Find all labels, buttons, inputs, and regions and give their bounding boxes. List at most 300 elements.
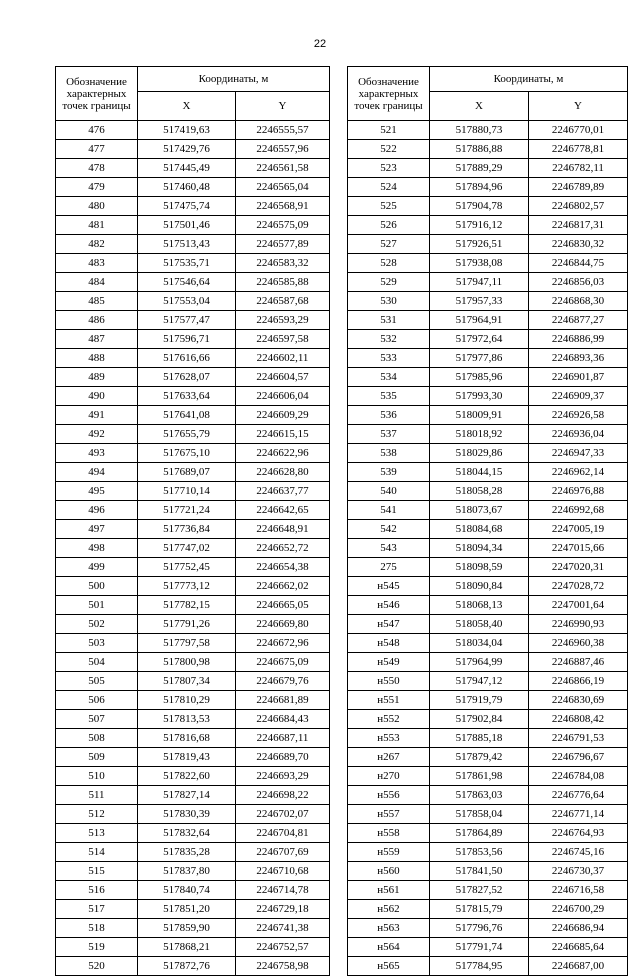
x-coordinate-cell: 518058,28 bbox=[430, 482, 529, 501]
x-coordinate-cell: 518058,40 bbox=[430, 615, 529, 634]
y-coordinate-cell: 2246561,58 bbox=[236, 159, 330, 178]
coordinates-header: Координаты, м bbox=[138, 67, 330, 92]
y-coordinate-cell: 2246730,37 bbox=[529, 862, 628, 881]
table-row bbox=[348, 843, 628, 862]
y-coordinate-cell: 2246741,38 bbox=[236, 919, 330, 938]
point-id-cell: 512 bbox=[56, 805, 138, 824]
table-row bbox=[56, 140, 330, 159]
table-row bbox=[56, 900, 330, 919]
y-coordinate-cell: 2246752,57 bbox=[236, 938, 330, 957]
table-row bbox=[348, 520, 628, 539]
y-coordinate-cell: 2246856,03 bbox=[529, 273, 628, 292]
y-coordinate-cell: 2246844,75 bbox=[529, 254, 628, 273]
y-coordinate-cell: 2246990,93 bbox=[529, 615, 628, 634]
table-row bbox=[348, 653, 628, 672]
point-id-cell: 530 bbox=[348, 292, 430, 311]
x-coordinate-cell: 517641,08 bbox=[138, 406, 236, 425]
x-coordinate-cell: 517964,91 bbox=[430, 311, 529, 330]
table-row bbox=[348, 121, 628, 140]
x-coordinate-cell: 517535,71 bbox=[138, 254, 236, 273]
table-row bbox=[56, 235, 330, 254]
x-header: X bbox=[430, 92, 529, 121]
table-row bbox=[56, 558, 330, 577]
y-coordinate-cell: 2246652,72 bbox=[236, 539, 330, 558]
y-coordinate-cell: 2246877,27 bbox=[529, 311, 628, 330]
point-id-cell: 537 bbox=[348, 425, 430, 444]
table-row bbox=[56, 786, 330, 805]
y-coordinate-cell: 2247001,64 bbox=[529, 596, 628, 615]
point-id-cell: 516 bbox=[56, 881, 138, 900]
y-coordinate-cell: 2246675,09 bbox=[236, 653, 330, 672]
point-id-cell: 502 bbox=[56, 615, 138, 634]
point-id-cell: 541 bbox=[348, 501, 430, 520]
table-row bbox=[56, 387, 330, 406]
point-id-cell: н548 bbox=[348, 634, 430, 653]
x-coordinate-cell: 517721,24 bbox=[138, 501, 236, 520]
x-coordinate-cell: 517863,03 bbox=[430, 786, 529, 805]
table-row bbox=[348, 615, 628, 634]
y-coordinate-cell: 2246609,29 bbox=[236, 406, 330, 425]
point-id-cell: н564 bbox=[348, 938, 430, 957]
y-coordinate-cell: 2246866,19 bbox=[529, 672, 628, 691]
x-coordinate-cell: 518094,34 bbox=[430, 539, 529, 558]
table-row bbox=[348, 710, 628, 729]
point-id-cell: 505 bbox=[56, 672, 138, 691]
y-coordinate-cell: 2246758,98 bbox=[236, 957, 330, 976]
table-row bbox=[56, 349, 330, 368]
table-row bbox=[56, 330, 330, 349]
designation-header: Обозначение характерных точек границы bbox=[348, 67, 430, 121]
point-id-cell: н553 bbox=[348, 729, 430, 748]
x-coordinate-cell: 517710,14 bbox=[138, 482, 236, 501]
table-row bbox=[56, 862, 330, 881]
point-id-cell: 503 bbox=[56, 634, 138, 653]
y-coordinate-cell: 2246575,09 bbox=[236, 216, 330, 235]
designation-header: Обозначение характерных точек границы bbox=[56, 67, 138, 121]
x-coordinate-cell: 517816,68 bbox=[138, 729, 236, 748]
y-coordinate-cell: 2246926,58 bbox=[529, 406, 628, 425]
point-id-cell: 536 bbox=[348, 406, 430, 425]
point-id-cell: 509 bbox=[56, 748, 138, 767]
y-coordinate-cell: 2246555,57 bbox=[236, 121, 330, 140]
point-id-cell: н565 bbox=[348, 957, 430, 976]
x-coordinate-cell: 517886,88 bbox=[430, 140, 529, 159]
y-coordinate-cell: 2246909,37 bbox=[529, 387, 628, 406]
y-coordinate-cell: 2246602,11 bbox=[236, 349, 330, 368]
y-coordinate-cell: 2246771,14 bbox=[529, 805, 628, 824]
point-id-cell: 482 bbox=[56, 235, 138, 254]
x-coordinate-cell: 517596,71 bbox=[138, 330, 236, 349]
table-row bbox=[348, 767, 628, 786]
point-id-cell: н551 bbox=[348, 691, 430, 710]
x-coordinate-cell: 517972,64 bbox=[430, 330, 529, 349]
y-coordinate-cell: 2246893,36 bbox=[529, 349, 628, 368]
table-row bbox=[56, 406, 330, 425]
y-coordinate-cell: 2247015,66 bbox=[529, 539, 628, 558]
y-coordinate-cell: 2246637,77 bbox=[236, 482, 330, 501]
x-coordinate-cell: 517840,74 bbox=[138, 881, 236, 900]
table-row bbox=[56, 957, 330, 976]
y-coordinate-cell: 2246791,53 bbox=[529, 729, 628, 748]
point-id-cell: 485 bbox=[56, 292, 138, 311]
x-coordinate-cell: 517445,49 bbox=[138, 159, 236, 178]
point-id-cell: 496 bbox=[56, 501, 138, 520]
x-coordinate-cell: 517796,76 bbox=[430, 919, 529, 938]
x-coordinate-cell: 517880,73 bbox=[430, 121, 529, 140]
y-coordinate-cell: 2246684,43 bbox=[236, 710, 330, 729]
table-row bbox=[56, 159, 330, 178]
point-id-cell: н562 bbox=[348, 900, 430, 919]
x-coordinate-cell: 518098,59 bbox=[430, 558, 529, 577]
x-coordinate-cell: 517861,98 bbox=[430, 767, 529, 786]
x-coordinate-cell: 517957,33 bbox=[430, 292, 529, 311]
point-id-cell: 275 bbox=[348, 558, 430, 577]
x-coordinate-cell: 517815,79 bbox=[430, 900, 529, 919]
table-row bbox=[56, 634, 330, 653]
table-row bbox=[348, 330, 628, 349]
y-coordinate-cell: 2246707,69 bbox=[236, 843, 330, 862]
x-coordinate-cell: 517985,96 bbox=[430, 368, 529, 387]
x-coordinate-cell: 517859,90 bbox=[138, 919, 236, 938]
y-coordinate-cell: 2246716,58 bbox=[529, 881, 628, 900]
x-coordinate-cell: 517429,76 bbox=[138, 140, 236, 159]
point-id-cell: 483 bbox=[56, 254, 138, 273]
table-row bbox=[56, 672, 330, 691]
point-id-cell: н561 bbox=[348, 881, 430, 900]
y-coordinate-cell: 2246704,81 bbox=[236, 824, 330, 843]
x-coordinate-cell: 517419,63 bbox=[138, 121, 236, 140]
point-id-cell: 529 bbox=[348, 273, 430, 292]
table-row bbox=[348, 881, 628, 900]
x-coordinate-cell: 517993,30 bbox=[430, 387, 529, 406]
y-coordinate-cell: 2246960,38 bbox=[529, 634, 628, 653]
table-row bbox=[56, 729, 330, 748]
table-row bbox=[56, 938, 330, 957]
page-number: 22 bbox=[313, 38, 327, 50]
point-id-cell: 478 bbox=[56, 159, 138, 178]
table-row bbox=[348, 539, 628, 558]
y-coordinate-cell: 2246642,65 bbox=[236, 501, 330, 520]
table-row bbox=[348, 292, 628, 311]
y-coordinate-cell: 2246672,96 bbox=[236, 634, 330, 653]
x-coordinate-cell: 517784,95 bbox=[430, 957, 529, 976]
point-id-cell: 494 bbox=[56, 463, 138, 482]
table-row bbox=[348, 178, 628, 197]
y-coordinate-cell: 2246565,04 bbox=[236, 178, 330, 197]
point-id-cell: 522 bbox=[348, 140, 430, 159]
table-row bbox=[348, 216, 628, 235]
point-id-cell: 489 bbox=[56, 368, 138, 387]
table-row bbox=[348, 672, 628, 691]
x-coordinate-cell: 517782,15 bbox=[138, 596, 236, 615]
point-id-cell: 519 bbox=[56, 938, 138, 957]
x-coordinate-cell: 517773,12 bbox=[138, 577, 236, 596]
coordinates-header: Координаты, м bbox=[430, 67, 628, 92]
y-coordinate-cell: 2246593,29 bbox=[236, 311, 330, 330]
table-row bbox=[348, 634, 628, 653]
point-id-cell: н549 bbox=[348, 653, 430, 672]
x-coordinate-cell: 517938,08 bbox=[430, 254, 529, 273]
point-id-cell: 507 bbox=[56, 710, 138, 729]
point-id-cell: 498 bbox=[56, 539, 138, 558]
table-row bbox=[56, 653, 330, 672]
table-row bbox=[56, 767, 330, 786]
x-coordinate-cell: 517837,80 bbox=[138, 862, 236, 881]
x-coordinate-cell: 518073,67 bbox=[430, 501, 529, 520]
x-coordinate-cell: 517947,12 bbox=[430, 672, 529, 691]
point-id-cell: 526 bbox=[348, 216, 430, 235]
y-coordinate-cell: 2246587,68 bbox=[236, 292, 330, 311]
point-id-cell: 538 bbox=[348, 444, 430, 463]
right-table-body bbox=[348, 121, 628, 976]
table-row bbox=[348, 235, 628, 254]
table-row bbox=[56, 539, 330, 558]
y-coordinate-cell: 2246868,30 bbox=[529, 292, 628, 311]
table-row bbox=[56, 216, 330, 235]
y-coordinate-cell: 2246776,64 bbox=[529, 786, 628, 805]
y-coordinate-cell: 2246817,31 bbox=[529, 216, 628, 235]
table-row bbox=[56, 254, 330, 273]
point-id-cell: 525 bbox=[348, 197, 430, 216]
x-coordinate-cell: 517655,79 bbox=[138, 425, 236, 444]
table-row bbox=[56, 596, 330, 615]
x-coordinate-cell: 517879,42 bbox=[430, 748, 529, 767]
y-coordinate-cell: 2246710,68 bbox=[236, 862, 330, 881]
table-row bbox=[56, 710, 330, 729]
point-id-cell: н547 bbox=[348, 615, 430, 634]
point-id-cell: 495 bbox=[56, 482, 138, 501]
y-coordinate-cell: 2247020,31 bbox=[529, 558, 628, 577]
x-coordinate-cell: 518044,15 bbox=[430, 463, 529, 482]
table-row bbox=[348, 444, 628, 463]
table-row bbox=[348, 596, 628, 615]
x-coordinate-cell: 517800,98 bbox=[138, 653, 236, 672]
table-row bbox=[348, 159, 628, 178]
x-coordinate-cell: 517747,02 bbox=[138, 539, 236, 558]
table-row bbox=[56, 691, 330, 710]
y-coordinate-cell: 2246583,32 bbox=[236, 254, 330, 273]
x-coordinate-cell: 517797,58 bbox=[138, 634, 236, 653]
table-row bbox=[348, 729, 628, 748]
table-row bbox=[348, 919, 628, 938]
table-row bbox=[56, 197, 330, 216]
point-id-cell: 539 bbox=[348, 463, 430, 482]
x-coordinate-cell: 517675,10 bbox=[138, 444, 236, 463]
point-id-cell: 490 bbox=[56, 387, 138, 406]
x-coordinate-cell: 517475,74 bbox=[138, 197, 236, 216]
x-header: X bbox=[138, 92, 236, 121]
table-row bbox=[56, 919, 330, 938]
table-row bbox=[56, 121, 330, 140]
y-coordinate-cell: 2246615,15 bbox=[236, 425, 330, 444]
coordinates-table-right bbox=[347, 66, 628, 976]
point-id-cell: 510 bbox=[56, 767, 138, 786]
point-id-cell: 484 bbox=[56, 273, 138, 292]
x-coordinate-cell: 518018,92 bbox=[430, 425, 529, 444]
point-id-cell: 542 bbox=[348, 520, 430, 539]
point-id-cell: 499 bbox=[56, 558, 138, 577]
point-id-cell: 520 bbox=[56, 957, 138, 976]
x-coordinate-cell: 517889,29 bbox=[430, 159, 529, 178]
table-row bbox=[56, 520, 330, 539]
y-coordinate-cell: 2246628,80 bbox=[236, 463, 330, 482]
point-id-cell: 493 bbox=[56, 444, 138, 463]
point-id-cell: н558 bbox=[348, 824, 430, 843]
x-coordinate-cell: 517752,45 bbox=[138, 558, 236, 577]
point-id-cell: н550 bbox=[348, 672, 430, 691]
y-coordinate-cell: 2246654,38 bbox=[236, 558, 330, 577]
x-coordinate-cell: 517977,86 bbox=[430, 349, 529, 368]
point-id-cell: 511 bbox=[56, 786, 138, 805]
x-coordinate-cell: 517830,39 bbox=[138, 805, 236, 824]
table-row bbox=[56, 881, 330, 900]
table-row bbox=[56, 805, 330, 824]
x-coordinate-cell: 517501,46 bbox=[138, 216, 236, 235]
table-row bbox=[56, 311, 330, 330]
table-row bbox=[348, 900, 628, 919]
y-coordinate-cell: 2246830,32 bbox=[529, 235, 628, 254]
x-coordinate-cell: 518068,13 bbox=[430, 596, 529, 615]
x-coordinate-cell: 517841,50 bbox=[430, 862, 529, 881]
point-id-cell: н560 bbox=[348, 862, 430, 881]
point-id-cell: 518 bbox=[56, 919, 138, 938]
x-coordinate-cell: 517885,18 bbox=[430, 729, 529, 748]
x-coordinate-cell: 518029,86 bbox=[430, 444, 529, 463]
y-coordinate-cell: 2246784,08 bbox=[529, 767, 628, 786]
x-coordinate-cell: 517628,07 bbox=[138, 368, 236, 387]
y-coordinate-cell: 2246782,11 bbox=[529, 159, 628, 178]
x-coordinate-cell: 517904,78 bbox=[430, 197, 529, 216]
point-id-cell: 527 bbox=[348, 235, 430, 254]
y-coordinate-cell: 2246597,58 bbox=[236, 330, 330, 349]
point-id-cell: 535 bbox=[348, 387, 430, 406]
x-coordinate-cell: 517553,04 bbox=[138, 292, 236, 311]
x-coordinate-cell: 517868,21 bbox=[138, 938, 236, 957]
x-coordinate-cell: 517810,29 bbox=[138, 691, 236, 710]
table-row bbox=[348, 197, 628, 216]
x-coordinate-cell: 518090,84 bbox=[430, 577, 529, 596]
y-coordinate-cell: 2246830,69 bbox=[529, 691, 628, 710]
x-coordinate-cell: 517791,74 bbox=[430, 938, 529, 957]
point-id-cell: 531 bbox=[348, 311, 430, 330]
point-id-cell: 517 bbox=[56, 900, 138, 919]
table-row bbox=[56, 292, 330, 311]
point-id-cell: н267 bbox=[348, 748, 430, 767]
y-header: Y bbox=[236, 92, 330, 121]
point-id-cell: 480 bbox=[56, 197, 138, 216]
table-row bbox=[348, 691, 628, 710]
table-row bbox=[348, 786, 628, 805]
coordinates-table-left bbox=[55, 66, 330, 976]
y-coordinate-cell: 2246693,29 bbox=[236, 767, 330, 786]
y-coordinate-cell: 2246764,93 bbox=[529, 824, 628, 843]
table-row bbox=[56, 748, 330, 767]
x-coordinate-cell: 517947,11 bbox=[430, 273, 529, 292]
y-coordinate-cell: 2246568,91 bbox=[236, 197, 330, 216]
y-coordinate-cell: 2246745,16 bbox=[529, 843, 628, 862]
table-row bbox=[348, 368, 628, 387]
y-coordinate-cell: 2246887,46 bbox=[529, 653, 628, 672]
x-coordinate-cell: 517689,07 bbox=[138, 463, 236, 482]
point-id-cell: 486 bbox=[56, 311, 138, 330]
table-row bbox=[56, 368, 330, 387]
y-coordinate-cell: 2246687,11 bbox=[236, 729, 330, 748]
y-coordinate-cell: 2246681,89 bbox=[236, 691, 330, 710]
point-id-cell: н563 bbox=[348, 919, 430, 938]
point-id-cell: н546 bbox=[348, 596, 430, 615]
y-coordinate-cell: 2246685,64 bbox=[529, 938, 628, 957]
y-coordinate-cell: 2246802,57 bbox=[529, 197, 628, 216]
y-coordinate-cell: 2246808,42 bbox=[529, 710, 628, 729]
table-row bbox=[348, 558, 628, 577]
x-coordinate-cell: 518034,04 bbox=[430, 634, 529, 653]
table-row bbox=[56, 843, 330, 862]
y-coordinate-cell: 2246689,70 bbox=[236, 748, 330, 767]
point-id-cell: 501 bbox=[56, 596, 138, 615]
y-coordinate-cell: 2246648,91 bbox=[236, 520, 330, 539]
y-coordinate-cell: 2246700,29 bbox=[529, 900, 628, 919]
point-id-cell: 497 bbox=[56, 520, 138, 539]
point-id-cell: 491 bbox=[56, 406, 138, 425]
table-row bbox=[348, 425, 628, 444]
y-coordinate-cell: 2246796,67 bbox=[529, 748, 628, 767]
y-coordinate-cell: 2246577,89 bbox=[236, 235, 330, 254]
point-id-cell: н559 bbox=[348, 843, 430, 862]
table-row bbox=[348, 349, 628, 368]
x-coordinate-cell: 517858,04 bbox=[430, 805, 529, 824]
x-coordinate-cell: 517926,51 bbox=[430, 235, 529, 254]
table-row bbox=[348, 748, 628, 767]
x-coordinate-cell: 517577,47 bbox=[138, 311, 236, 330]
x-coordinate-cell: 517851,20 bbox=[138, 900, 236, 919]
table-row bbox=[348, 406, 628, 425]
point-id-cell: 476 bbox=[56, 121, 138, 140]
x-coordinate-cell: 517546,64 bbox=[138, 273, 236, 292]
y-header: Y bbox=[529, 92, 628, 121]
x-coordinate-cell: 517736,84 bbox=[138, 520, 236, 539]
x-coordinate-cell: 517827,52 bbox=[430, 881, 529, 900]
x-coordinate-cell: 517813,53 bbox=[138, 710, 236, 729]
x-coordinate-cell: 517853,56 bbox=[430, 843, 529, 862]
y-coordinate-cell: 2246886,99 bbox=[529, 330, 628, 349]
table-row bbox=[56, 178, 330, 197]
table-row bbox=[348, 805, 628, 824]
y-coordinate-cell: 2246622,96 bbox=[236, 444, 330, 463]
point-id-cell: 514 bbox=[56, 843, 138, 862]
x-coordinate-cell: 517460,48 bbox=[138, 178, 236, 197]
table-row bbox=[348, 463, 628, 482]
table-row bbox=[348, 311, 628, 330]
y-coordinate-cell: 2246962,14 bbox=[529, 463, 628, 482]
point-id-cell: 500 bbox=[56, 577, 138, 596]
x-coordinate-cell: 517513,43 bbox=[138, 235, 236, 254]
point-id-cell: 488 bbox=[56, 349, 138, 368]
table-row bbox=[348, 938, 628, 957]
y-coordinate-cell: 2246687,00 bbox=[529, 957, 628, 976]
x-coordinate-cell: 517864,89 bbox=[430, 824, 529, 843]
x-coordinate-cell: 518084,68 bbox=[430, 520, 529, 539]
y-coordinate-cell: 2246992,68 bbox=[529, 501, 628, 520]
x-coordinate-cell: 518009,91 bbox=[430, 406, 529, 425]
table-row bbox=[348, 482, 628, 501]
point-id-cell: 479 bbox=[56, 178, 138, 197]
y-coordinate-cell: 2246936,04 bbox=[529, 425, 628, 444]
table-row bbox=[348, 273, 628, 292]
table-row bbox=[56, 425, 330, 444]
table-row bbox=[56, 577, 330, 596]
y-coordinate-cell: 2246604,57 bbox=[236, 368, 330, 387]
x-coordinate-cell: 517894,96 bbox=[430, 178, 529, 197]
